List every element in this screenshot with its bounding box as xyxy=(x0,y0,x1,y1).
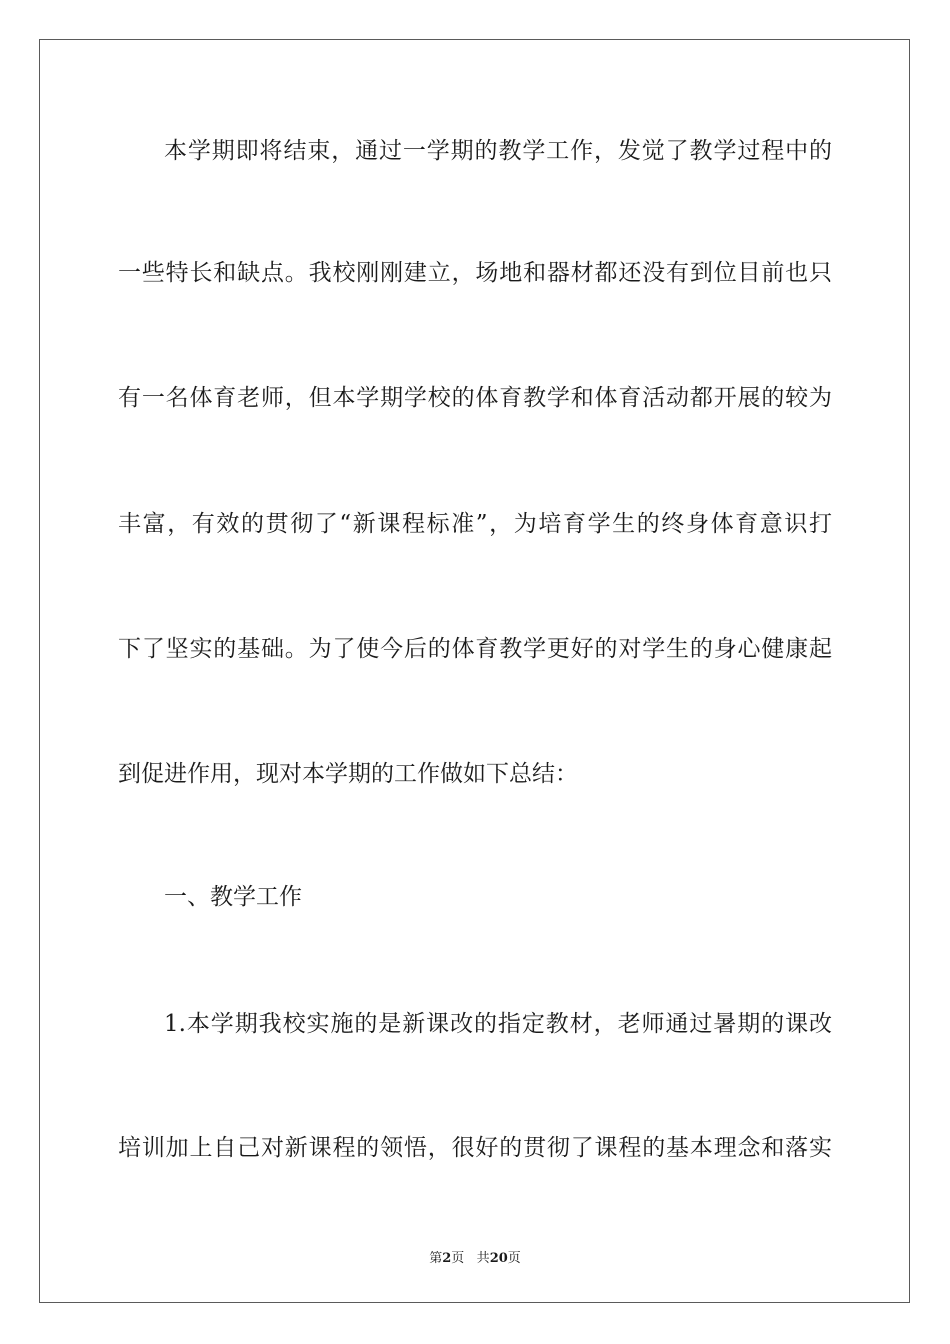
paragraph-line-5: 下了坚实的基础。为了使今后的体育教学更好的对学生的身心健康起 xyxy=(118,636,832,662)
footer-total-suffix: 页 xyxy=(507,1251,521,1266)
footer-total-pages: 20 xyxy=(489,1251,508,1266)
footer-total-prefix: 共 xyxy=(476,1251,490,1266)
paragraph-line-4: 丰富，有效的贯彻了“新课程标准”，为培育学生的终身体育意识打 xyxy=(118,511,832,537)
paragraph-line-1: 本学期即将结束，通过一学期的教学工作，发觉了教学过程中的 xyxy=(164,138,832,164)
paragraph-line-8: 培训加上自己对新课程的领悟，很好的贯彻了课程的基本理念和落实 xyxy=(118,1135,832,1161)
paragraph-line-7: 1.本学期我校实施的是新课改的指定教材，老师通过暑期的课改 xyxy=(164,1011,832,1037)
paragraph-line-2: 一些特长和缺点。我校刚刚建立，场地和器材都还没有到位目前也只 xyxy=(118,260,832,286)
page-footer xyxy=(0,1247,950,1266)
paragraph-line-6: 到促进作用，现对本学期的工作做如下总结： xyxy=(118,761,578,787)
section-heading: 一、教学工作 xyxy=(164,884,302,910)
footer-page-number: 2 xyxy=(442,1251,452,1266)
paragraph-line-3: 有一名体育老师，但本学期学校的体育教学和体育活动都开展的较为 xyxy=(118,385,832,411)
footer-page-suffix: 页 xyxy=(451,1251,465,1266)
page-border xyxy=(39,39,910,1303)
footer-page-prefix: 第 xyxy=(429,1251,443,1266)
